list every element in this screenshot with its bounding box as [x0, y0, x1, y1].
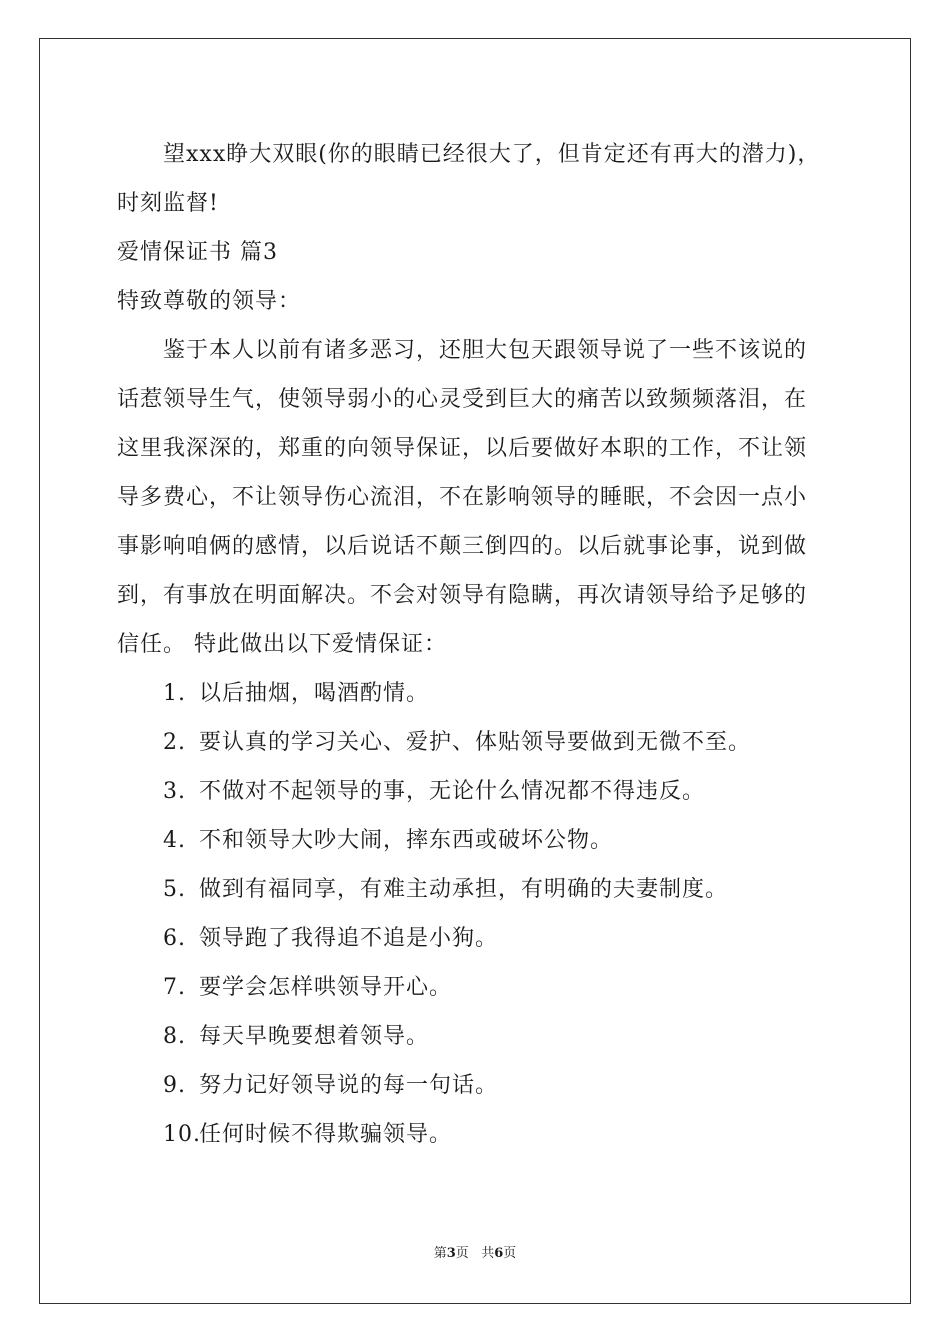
footer-page-total: 6	[494, 1246, 504, 1261]
list-item	[117, 1110, 837, 1159]
list-text: 以后抽烟，喝酒酌情。	[199, 681, 430, 706]
paragraph-line: 话惹领导生气，使领导弱小的心灵受到巨大的痛苦以致频频落泪，在	[117, 387, 808, 412]
paragraph-line: 这里我深深的，郑重的向领导保证，以后要做好本职的工作，不让领	[117, 436, 808, 461]
list-item	[117, 1012, 837, 1061]
list-text: 做到有福同享，有难主动承担，有明确的夫妻制度。	[199, 877, 729, 902]
paragraph-line: 鉴于本人以前有诸多恶习，还胆大包天跟领导说了一些不该说的	[163, 338, 808, 363]
list-text: 要学会怎样哄领导开心。	[199, 975, 453, 1000]
list-number: 6.	[163, 926, 186, 951]
list-item	[117, 669, 837, 718]
list-item	[117, 767, 837, 816]
list-text: 努力记好领导说的每一句话。	[199, 1073, 499, 1098]
list-number: 3.	[163, 779, 186, 804]
paragraph-line: 时刻监督!	[117, 191, 219, 216]
list-item	[117, 718, 837, 767]
list-item	[117, 1061, 837, 1110]
paragraph-line: 信任。 特此做出以下爱情保证：	[117, 632, 447, 657]
list-number: 10.	[163, 1122, 201, 1147]
list-number: 1.	[163, 681, 186, 706]
footer-page-current: 3	[446, 1246, 456, 1261]
list-text: 要认真的学习关心、爱护、体贴领导要做到无微不至。	[199, 730, 752, 755]
paragraph-line: 望xxx睁大双眼(你的眼睛已经很大了，但肯定还有再大的潜力)，	[163, 142, 821, 167]
salutation: 特致尊敬的领导：	[117, 289, 302, 314]
paragraph-line: 到，有事放在明面解决。不会对领导有隐瞒，再次请领导给予足够的	[117, 583, 808, 608]
list-item	[117, 914, 837, 963]
footer-page-prefix: 第	[433, 1246, 447, 1261]
footer-page-suffix: 页	[503, 1246, 517, 1261]
list-text: 不做对不起领导的事，无论什么情况都不得违反。	[199, 779, 706, 804]
footer-page-mid: 页 共	[455, 1246, 495, 1261]
paragraph-line: 事影响咱俩的感情，以后说话不颠三倒四的。以后就事论事，说到做	[117, 534, 808, 559]
list-number: 7.	[163, 975, 186, 1000]
paragraph-line: 导多费心，不让领导伤心流泪，不在影响领导的睡眠，不会因一点小	[117, 485, 808, 510]
list-text: 每天早晚要想着领导。	[199, 1024, 430, 1049]
list-item	[117, 963, 837, 1012]
page-footer	[0, 1242, 950, 1261]
document-body	[117, 130, 837, 1159]
list-number: 8.	[163, 1024, 186, 1049]
list-text: 领导跑了我得追不追是小狗。	[199, 926, 499, 951]
list-text: 任何时候不得欺骗领导。	[199, 1122, 453, 1147]
section-heading: 爱情保证书 篇3	[117, 240, 278, 265]
list-item	[117, 865, 837, 914]
list-number: 4.	[163, 828, 186, 853]
list-number: 2.	[163, 730, 186, 755]
list-number: 9.	[163, 1073, 186, 1098]
list-item	[117, 816, 837, 865]
list-number: 5.	[163, 877, 186, 902]
list-text: 不和领导大吵大闹，摔东西或破坏公物。	[199, 828, 614, 853]
